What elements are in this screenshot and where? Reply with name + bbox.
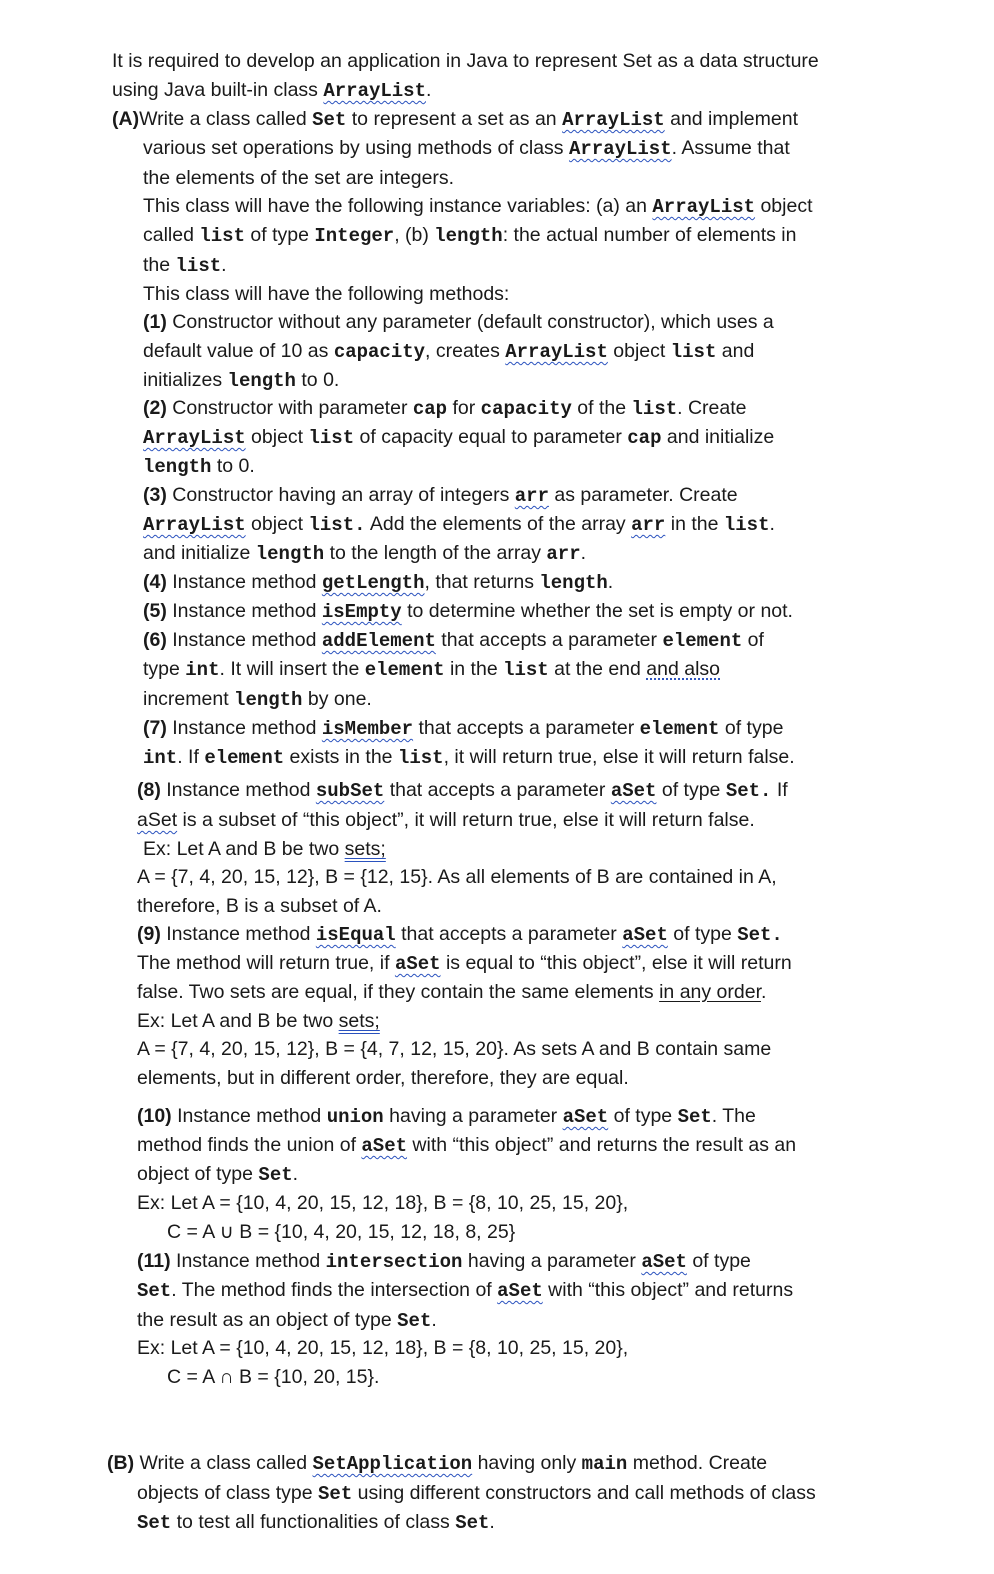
text: This class will have the following instance variables: (a) an xyxy=(143,195,653,217)
code-aset: aSet xyxy=(622,924,668,946)
code-set: Set xyxy=(137,1512,172,1534)
text: Instance method xyxy=(166,571,322,593)
text: in the xyxy=(444,658,504,680)
text: of type xyxy=(667,923,738,945)
method-8-line-2 xyxy=(137,807,755,834)
method-3-line-3 xyxy=(143,540,586,568)
text: initializes xyxy=(143,369,228,391)
text: Add the elements of the array xyxy=(365,513,632,535)
part-a-line-5 xyxy=(143,222,796,250)
text: that accepts a parameter xyxy=(384,779,611,801)
method-11-line-1 xyxy=(137,1248,751,1276)
text: method. Create xyxy=(627,1452,768,1474)
code-int: int xyxy=(143,747,178,769)
method-2-line-1 xyxy=(143,395,747,423)
code-intersection: intersection xyxy=(325,1251,463,1273)
text: and initialize xyxy=(661,426,775,448)
method-3-line-1 xyxy=(143,482,738,510)
text: , that returns xyxy=(424,571,540,593)
intro-text: It is required to develop an application in Java to represent Set as a data structure xyxy=(112,50,819,72)
code-element: element xyxy=(204,747,285,769)
text: is a subset of “this object”, it will return true, else it will return false. xyxy=(177,809,755,831)
text: : the actual number of elements in xyxy=(502,224,797,246)
code-set: Set xyxy=(318,1483,353,1505)
part-b-label: (B) xyxy=(107,1452,135,1474)
text: of type xyxy=(686,1250,751,1272)
text: and xyxy=(716,340,755,362)
text: increment xyxy=(143,688,235,710)
method-1-line-2 xyxy=(143,338,754,366)
code-aset: aSet xyxy=(497,1280,543,1302)
punct: . xyxy=(489,1511,495,1533)
text: in any order xyxy=(659,981,761,1003)
code-aset: aSet xyxy=(562,1106,609,1128)
code-set: Set. xyxy=(725,780,772,802)
part-a-label: (A) xyxy=(112,108,140,130)
text: of xyxy=(742,629,764,651)
code-addelement: addElement xyxy=(321,630,436,652)
method-6-line-3 xyxy=(143,686,372,714)
text: method finds the union of xyxy=(137,1134,362,1156)
method-5-line-1 xyxy=(143,598,793,626)
text: of type xyxy=(656,779,726,801)
method-number: (4) xyxy=(143,571,167,593)
code-arraylist: ArrayList xyxy=(143,514,246,536)
part-b-line-3 xyxy=(137,1509,495,1537)
code-aset: aSet xyxy=(361,1135,408,1157)
code-setapplication: SetApplication xyxy=(312,1453,473,1475)
method-number: (5) xyxy=(143,600,167,622)
text: . Create xyxy=(677,397,747,419)
text: Ex: Let A = {10, 4, 20, 15, 12, 18}, B = {8, 10, 25, 15, 20}, xyxy=(137,1192,629,1214)
method-8-example-line xyxy=(143,836,386,863)
code-arraylist: ArrayList xyxy=(505,341,608,363)
text: objects of class type xyxy=(137,1482,319,1504)
code-list: list xyxy=(503,659,549,681)
method-8-example-conclusion xyxy=(137,893,382,920)
method-7-line-2 xyxy=(143,744,795,772)
text: of type xyxy=(608,1105,678,1127)
part-a-line-3 xyxy=(143,165,454,192)
text: using different constructors and call methods of class xyxy=(352,1482,816,1504)
code-list: list xyxy=(631,398,678,420)
code-isequal: isEqual xyxy=(315,924,396,946)
text: If xyxy=(771,779,788,801)
code-length: length xyxy=(255,543,325,565)
intro-line-2 xyxy=(112,77,431,105)
text: . It will insert the xyxy=(219,658,365,680)
code-aset: aSet xyxy=(610,780,657,802)
method-9-example-line xyxy=(137,1008,380,1035)
text: . Assume that xyxy=(671,137,790,159)
text: and initialize xyxy=(143,542,256,564)
text: to determine whether the set is empty or not. xyxy=(401,600,793,622)
text: by one. xyxy=(302,688,372,710)
text: at the end xyxy=(548,658,647,680)
text: having a parameter xyxy=(383,1105,563,1127)
code-isempty: isEmpty xyxy=(321,601,402,623)
text: object xyxy=(607,340,671,362)
text: to the length of the array xyxy=(324,542,547,564)
intro-text: using Java built-in class xyxy=(112,79,324,101)
method-10-line-2 xyxy=(137,1132,796,1160)
method-number: (6) xyxy=(143,629,167,651)
method-11-line-3 xyxy=(137,1307,437,1335)
part-b-line-1 xyxy=(107,1450,767,1478)
method-9-line-3 xyxy=(137,979,766,1006)
text: Constructor having an array of integers xyxy=(166,484,515,506)
method-11-example-line xyxy=(137,1335,628,1362)
code-arr: arr xyxy=(546,543,581,565)
text: in the xyxy=(665,513,724,535)
text: is equal to “this object”, else it will return xyxy=(440,952,792,974)
text: object xyxy=(755,195,813,217)
code-integer: Integer xyxy=(314,225,395,247)
text: of type xyxy=(719,717,784,739)
method-9-example-sets xyxy=(137,1036,771,1063)
text: having a parameter xyxy=(462,1250,642,1272)
punct: . xyxy=(580,542,587,564)
method-6-line-2 xyxy=(143,656,720,684)
text: to represent a set as an xyxy=(346,108,563,130)
method-4-line-1 xyxy=(143,569,613,597)
method-6-line-1 xyxy=(143,627,764,655)
punct: . xyxy=(431,1309,437,1331)
text: to 0. xyxy=(211,455,255,477)
method-number: (10) xyxy=(137,1105,172,1127)
punct: . xyxy=(292,1163,299,1185)
text: The method will return true, if xyxy=(137,952,395,974)
text: having only xyxy=(472,1452,582,1474)
code-length: length xyxy=(234,689,303,711)
method-1-line-3 xyxy=(143,367,339,395)
text: with “this object” and returns xyxy=(542,1279,794,1301)
code-element: element xyxy=(662,630,743,652)
code-aset: aSet xyxy=(394,953,441,975)
method-9-line-2 xyxy=(137,950,792,978)
text: Instance method xyxy=(171,1105,327,1127)
method-11-line-2 xyxy=(137,1277,793,1305)
method-8-example-sets xyxy=(137,864,777,891)
code-capacity: capacity xyxy=(480,398,572,420)
code-list: list xyxy=(175,255,222,277)
text: elements, but in different order, therefore, they are equal. xyxy=(137,1067,629,1089)
text-aset: aSet xyxy=(137,809,178,831)
code-arr: arr xyxy=(631,514,666,536)
text: C = A ∪ B = {10, 4, 20, 15, 12, 18, 8, 25} xyxy=(167,1221,516,1243)
text: sets; xyxy=(344,838,386,860)
code-union: union xyxy=(326,1106,384,1128)
punct: . xyxy=(425,79,432,101)
text: Write a class called xyxy=(139,108,313,130)
method-number: (11) xyxy=(137,1250,171,1272)
code-set: Set xyxy=(677,1106,712,1128)
code-arr: arr xyxy=(514,485,549,507)
part-a-line-2 xyxy=(143,135,790,163)
method-number: (9) xyxy=(137,923,161,945)
code-cap: cap xyxy=(412,398,448,420)
code-ismember: isMember xyxy=(321,718,414,740)
method-3-line-2 xyxy=(143,511,775,539)
part-a-line-7 xyxy=(143,281,509,308)
text: A = {7, 4, 20, 15, 12}, B = {4, 7, 12, 15, 20}. As sets A and B contain same xyxy=(137,1038,772,1060)
text: object xyxy=(245,426,309,448)
code-list: list xyxy=(670,341,717,363)
text: Instance method xyxy=(166,600,322,622)
method-10-example-line xyxy=(137,1190,628,1217)
punct: . xyxy=(221,254,227,276)
text: to test all functionalities of class xyxy=(171,1511,456,1533)
code-list: list xyxy=(397,747,444,769)
method-7-line-1 xyxy=(143,715,783,743)
text: Ex: Let A = {10, 4, 20, 15, 12, 18}, B = {8, 10, 25, 15, 20}, xyxy=(137,1337,629,1359)
method-10-line-3 xyxy=(137,1161,298,1189)
part-b-line-2 xyxy=(137,1480,816,1508)
code-element: element xyxy=(364,659,445,681)
method-11-example-result xyxy=(167,1364,379,1391)
code-arraylist: ArrayList xyxy=(652,196,756,218)
method-number: (3) xyxy=(143,484,167,506)
code-list: list xyxy=(308,427,355,449)
text: . The xyxy=(711,1105,756,1127)
code-set: Set xyxy=(137,1280,172,1302)
text: that accepts a parameter xyxy=(435,629,663,651)
method-9-example-conclusion xyxy=(137,1065,629,1092)
text: called xyxy=(143,224,200,246)
code-set: Set xyxy=(312,109,347,131)
code-arraylist: ArrayList xyxy=(143,427,246,449)
text: , creates xyxy=(425,340,506,362)
text: with “this object” and returns the result as an xyxy=(407,1134,797,1156)
code-int: int xyxy=(185,659,220,681)
text: to 0. xyxy=(295,369,340,391)
punct: . xyxy=(607,571,614,593)
text: . If xyxy=(177,746,205,768)
code-length: length xyxy=(227,370,296,392)
code-element: element xyxy=(639,718,720,740)
text: various set operations by using methods of class xyxy=(143,137,569,159)
text: Instance method xyxy=(166,629,322,651)
punct: . xyxy=(761,981,767,1003)
text: that accepts a parameter xyxy=(413,717,640,739)
code-length: length xyxy=(143,456,212,478)
part-a-line-6 xyxy=(143,252,227,280)
text: of type xyxy=(244,224,315,246)
code-length: length xyxy=(434,225,503,247)
intro-line-1 xyxy=(112,48,819,75)
text: , (b) xyxy=(394,224,435,246)
code-list: list xyxy=(199,225,245,247)
code-arraylist: ArrayList xyxy=(568,138,672,160)
text: the result as an object of type xyxy=(137,1309,398,1331)
method-number: (1) xyxy=(143,311,167,333)
text: and implement xyxy=(664,108,799,130)
text: that accepts a parameter xyxy=(395,923,623,945)
method-8-line-1 xyxy=(137,777,788,805)
text: as parameter. Create xyxy=(549,484,738,506)
method-9-line-1 xyxy=(137,921,783,949)
code-set: Set xyxy=(455,1512,490,1534)
text: false. Two sets are equal, if they contain the same elements xyxy=(137,981,660,1003)
text: Instance method xyxy=(160,779,316,801)
method-number: (8) xyxy=(137,779,161,801)
text: for xyxy=(447,397,481,419)
text: therefore, B is a subset of A. xyxy=(137,895,382,917)
text: Ex: Let A and B be two xyxy=(143,838,345,860)
text: object of type xyxy=(137,1163,259,1185)
code-set: Set. xyxy=(737,924,783,946)
text: and also xyxy=(646,658,721,680)
part-a-line-4 xyxy=(143,193,812,221)
method-10-example-result xyxy=(167,1219,515,1246)
method-number: (7) xyxy=(143,717,167,739)
text: , it will return true, else it will return false. xyxy=(443,746,795,768)
text: . The method finds the intersection of xyxy=(171,1279,498,1301)
code-list: list xyxy=(723,514,770,536)
code-list: list. xyxy=(308,514,366,536)
code-getlength: getLength xyxy=(321,572,425,594)
text: Instance method xyxy=(160,923,316,945)
code-set: Set xyxy=(258,1164,293,1186)
text: Instance method xyxy=(166,717,322,739)
text: Ex: Let A and B be two xyxy=(137,1010,339,1032)
method-number: (2) xyxy=(143,397,167,419)
code-subset: subSet xyxy=(315,780,385,802)
method-10-line-1 xyxy=(137,1103,756,1131)
method-2-line-2 xyxy=(143,424,774,452)
text: the elements of the set are integers. xyxy=(143,167,455,189)
code-set: Set xyxy=(397,1310,432,1332)
text: C = A ∩ B = {10, 20, 15}. xyxy=(167,1366,380,1388)
code-main: main xyxy=(581,1453,628,1475)
text: Write a class called xyxy=(134,1452,313,1474)
text: A = {7, 4, 20, 15, 12}, B = {12, 15}. As all elements of B are contained in A, xyxy=(137,866,777,888)
code-aset: aSet xyxy=(641,1251,687,1273)
code-arraylist: ArrayList xyxy=(562,109,665,131)
text: Constructor with parameter xyxy=(166,397,413,419)
text: Instance method xyxy=(170,1250,326,1272)
code-arraylist: ArrayList xyxy=(323,80,426,102)
punct: . xyxy=(769,513,775,535)
code-capacity: capacity xyxy=(333,341,426,363)
text: default value of 10 as xyxy=(143,340,334,362)
code-length: length xyxy=(539,572,608,594)
method-1-line-1 xyxy=(143,309,774,336)
code-cap: cap xyxy=(627,427,662,449)
text: exists in the xyxy=(284,746,398,768)
text: the xyxy=(143,254,176,276)
text: Constructor without any parameter (default constructor), which uses a xyxy=(166,311,774,333)
text: This class will have the following methods: xyxy=(143,283,510,305)
text: of capacity equal to parameter xyxy=(354,426,628,448)
method-2-line-3 xyxy=(143,453,255,481)
text: type xyxy=(143,658,186,680)
text: of the xyxy=(571,397,632,419)
part-a-line-1 xyxy=(112,106,798,134)
text: sets; xyxy=(338,1010,380,1032)
text: object xyxy=(245,513,309,535)
